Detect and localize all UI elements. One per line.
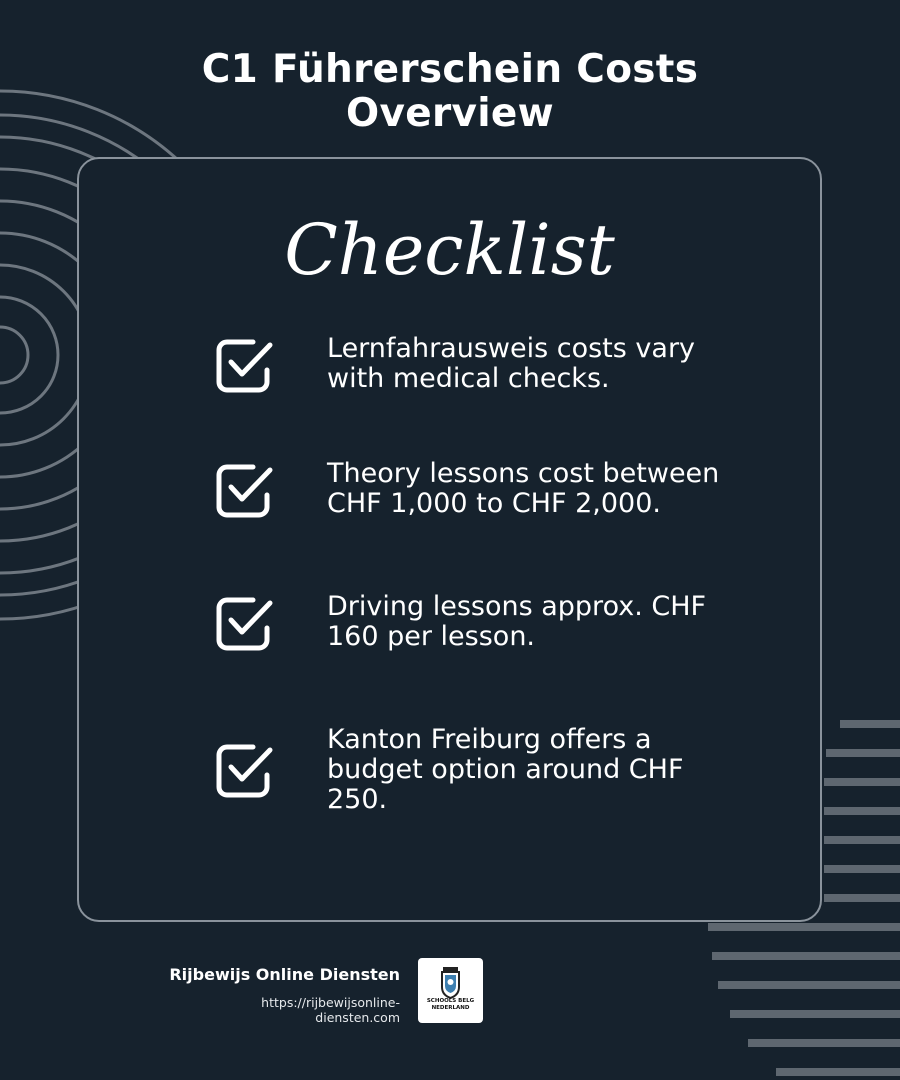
- page-title: [0, 48, 900, 136]
- checkbox-checked-icon: [215, 336, 275, 396]
- checklist-heading: Checklist: [284, 209, 615, 291]
- logo-wordmark: SCHOOLS BELG NEDERLAND: [426, 998, 475, 1011]
- checklist-item-text: Lernfahrausweis costs vary with medical checks.: [327, 333, 696, 394]
- checklist-item: [215, 458, 745, 541]
- checklist-item: [215, 724, 745, 836]
- checklist-item: [215, 333, 745, 416]
- footer-website-link[interactable]: https://rijbewijsonline- diensten.com: [261, 995, 400, 1025]
- checklist-item-text: Theory lessons cost between CHF 1,000 to CHF 2,000.: [327, 458, 720, 519]
- checklist-item-text: Kanton Freiburg offers a budget option around CHF 250.: [327, 724, 684, 815]
- checkbox-checked-icon: [215, 594, 275, 654]
- checkbox-checked-icon: [215, 461, 275, 521]
- shield-emblem-icon: [418, 958, 483, 1023]
- checklist-card: [77, 157, 822, 922]
- page-title-line-2: Overview: [346, 91, 554, 136]
- footer-brand-name: Rijbewijs Online Diensten: [169, 965, 400, 984]
- school-logo: [418, 958, 483, 1023]
- checkbox-checked-icon: [215, 741, 275, 801]
- page-title-line-1: C1 Führerschein Costs: [201, 47, 699, 92]
- checklist-item: [215, 591, 745, 674]
- checklist-item-text: Driving lessons approx. CHF 160 per lesson.: [327, 591, 707, 652]
